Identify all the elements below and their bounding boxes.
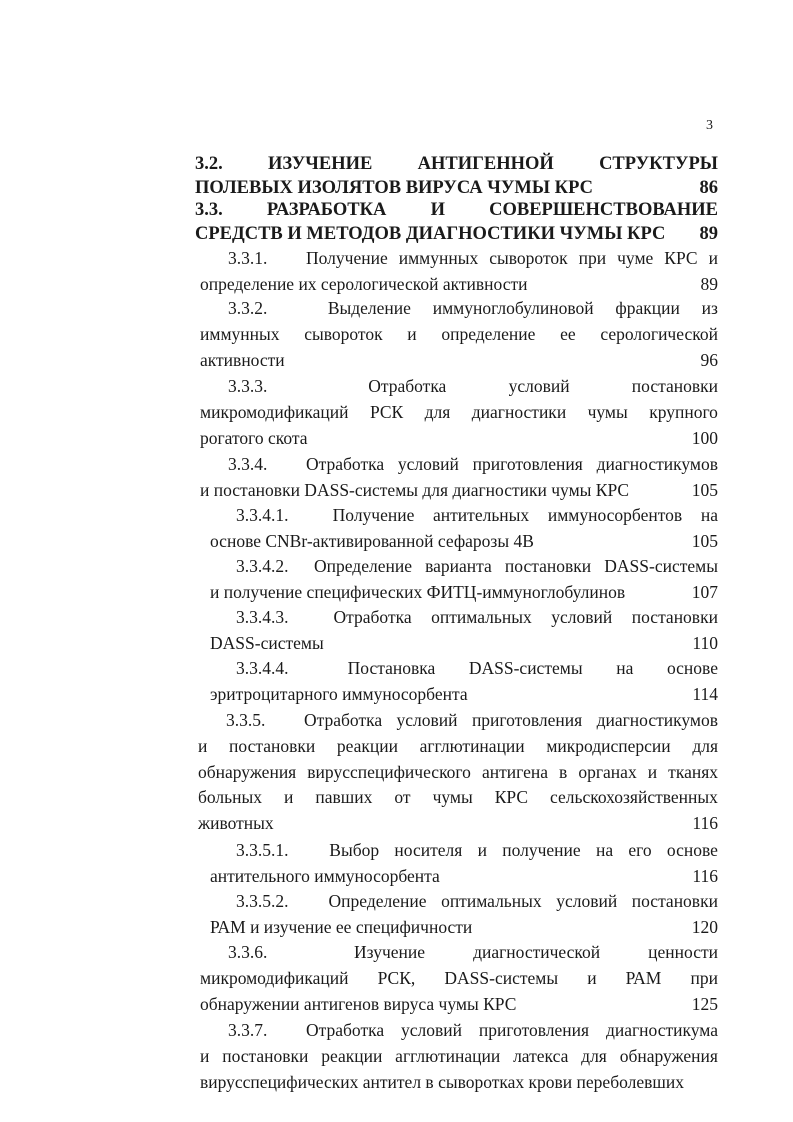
toc-entry-word: и [200, 1045, 210, 1066]
toc-entry [210, 605, 718, 657]
toc-entry-word: из [701, 298, 718, 318]
toc-entry-word: и [198, 735, 208, 756]
toc-heading [195, 198, 718, 246]
toc-entry-page-number: 125 [691, 993, 718, 1014]
heading-line [195, 198, 718, 222]
toc-entry-word: микромодификаций [200, 967, 349, 988]
toc-entry [210, 656, 718, 708]
toc-entry-word: от [394, 787, 411, 808]
heading-page-number: 86 [699, 178, 718, 198]
toc-entry-word: Выделение [327, 298, 411, 318]
toc-entry [200, 374, 718, 451]
heading-word: АНТИГЕННОЙ [417, 154, 554, 174]
toc-entry-word: крупного [649, 401, 718, 422]
heading-line [195, 152, 718, 176]
toc-entry-word: Изучение [354, 942, 426, 962]
toc-entry [200, 452, 718, 504]
toc-entry-word: для [692, 735, 718, 756]
toc-entry-number: 3.3.4. [228, 454, 268, 474]
toc-entry-line [200, 322, 718, 348]
toc-entry-word: оптимальных [441, 891, 542, 911]
toc-entry-line [198, 785, 718, 811]
toc-entry-word: обнаружения [619, 1045, 718, 1066]
toc-entry [200, 296, 718, 373]
toc-entry-word: носителя [394, 840, 463, 860]
toc-entry-word: сывороток [304, 323, 383, 344]
toc-entry-number: 3.3.2. [228, 298, 268, 318]
toc-entry-word: реакции [336, 735, 398, 756]
toc-entry-word: РАМ [625, 967, 662, 988]
toc-entry [210, 503, 718, 555]
toc-entry-word: антительных [433, 505, 530, 525]
toc-entry-line [200, 940, 718, 966]
toc-entry-line [198, 760, 718, 786]
toc-entry-word: и [477, 840, 487, 860]
toc-entry-number: 3.3.4.1. [236, 505, 289, 525]
toc-entry-text: Получение иммунных сывороток при чуме КРС и [306, 248, 718, 268]
toc-entry-word: иммуноглобулиновой [432, 298, 594, 318]
toc-entry-word: Отработка [333, 607, 412, 627]
toc-entry-word: постановки [631, 376, 718, 396]
toc-entry-text: Определение варианта постановки DASS-системы [314, 556, 718, 576]
toc-entry-word: DASS-системы [444, 967, 559, 988]
toc-entry-number: 3.3.1. [228, 248, 268, 268]
toc-entry-word: Определение [328, 891, 427, 911]
toc-entry-word: на [700, 505, 718, 525]
toc-entry-word: Постановка [347, 658, 436, 678]
toc-entry-word: условий [551, 607, 613, 627]
toc-entry-page-number: 89 [700, 273, 718, 294]
toc-entry-word: больных [198, 787, 263, 808]
toc-entry [200, 940, 718, 1017]
toc-entry-line [210, 580, 718, 606]
heading-title: ПОЛЕВЫХ ИЗОЛЯТОВ ВИРУСА ЧУМЫ КРС [195, 178, 593, 198]
toc-entry-word: его [628, 840, 652, 860]
toc-entry-word: на [616, 658, 634, 678]
toc-entry-word: основе [666, 840, 718, 860]
toc-entry-line [200, 1018, 718, 1044]
heading-line [195, 176, 718, 200]
toc-entry-word: и [407, 323, 417, 344]
toc-entry-number: 3.3.5.1. [236, 840, 289, 860]
toc-entry-word: и постановки DASS-системы для диагностики чумы КРС [200, 479, 630, 500]
toc-entry-line [200, 966, 718, 992]
toc-entry-number: 3.3.6. [228, 942, 268, 962]
toc-entry [210, 889, 718, 941]
toc-entry-number: 3.3.3. [228, 376, 268, 396]
toc-entry-page-number: 105 [691, 479, 718, 500]
toc-entry-word: для [424, 401, 451, 422]
toc-entry-line [210, 605, 718, 631]
toc-entry-word: условий [508, 376, 570, 396]
toc-entry-word: сельскохозяйственных [550, 787, 718, 808]
toc-entry [210, 554, 718, 606]
heading-word: ИЗУЧЕНИЕ [268, 154, 373, 174]
toc-heading [195, 152, 718, 200]
toc-entry-word: на [595, 840, 614, 860]
toc-entry-word: иммунных [200, 323, 280, 344]
toc-entry-word: вирусспецифических антител в сыворотках крови переболевших [200, 1071, 684, 1092]
toc-entry-word: получение [502, 840, 581, 860]
toc-entry-word: DASS-системы [468, 658, 583, 678]
toc-entry-line [210, 864, 718, 890]
toc-entry-line [198, 708, 718, 734]
toc-entry-text: Отработка условий приготовления диагностикума [306, 1020, 718, 1040]
toc-entry-number: 3.3.7. [228, 1020, 268, 1040]
toc-entry-page-number: 116 [692, 813, 718, 834]
heading-word: И [430, 200, 445, 220]
heading-word: РАЗРАБОТКА [266, 200, 387, 220]
toc-entry-page-number: 120 [691, 916, 718, 937]
heading-word: СТРУКТУРЫ [599, 154, 718, 174]
toc-entry-line [210, 554, 718, 580]
toc-entry-word: РАМ и изучение ее специфичности [210, 916, 473, 937]
toc-entry-word: павших [315, 787, 373, 808]
toc-entry-word: Получение [332, 505, 415, 525]
toc-entry-word: определение их серологической активности [200, 273, 528, 294]
toc-entry-word: активности [200, 349, 285, 370]
toc-entry-word: РСК, [377, 967, 416, 988]
toc-entry-text: Отработка условий приготовления диагностикумов [304, 710, 718, 730]
toc-entry-line [210, 656, 718, 682]
toc-entry-word: постановки [229, 735, 316, 756]
heading-page-number: 89 [699, 224, 718, 244]
toc-entry-word: Выбор [329, 840, 380, 860]
toc-entry-number: 3.3.5.2. [236, 891, 289, 911]
heading-word: СОВЕРШЕНСТВОВАНИЕ [489, 200, 718, 220]
toc-entry-word: животных [198, 813, 274, 834]
toc-entry-word: антительного иммуносорбента [210, 865, 440, 886]
toc-entry-line [210, 529, 718, 555]
toc-entry-line [210, 889, 718, 915]
heading-word: 3.2. [195, 154, 223, 174]
toc-entry-number: 3.3.4.2. [236, 556, 289, 576]
toc-entry-word: РСК [369, 401, 404, 422]
toc-entry-line [210, 838, 718, 864]
toc-entry-number: 3.3.5. [226, 710, 266, 730]
toc-entry-line [198, 811, 718, 837]
toc-entry-line [200, 426, 718, 452]
toc-entry-line [210, 682, 718, 708]
toc-entry-word: чумы [432, 787, 473, 808]
toc-entry [200, 1018, 718, 1095]
toc-entry [200, 246, 718, 298]
toc-entry-line [200, 478, 718, 504]
toc-entry-word: для [581, 1045, 607, 1066]
toc-entry-word: Отработка [368, 376, 447, 396]
toc-entry-line [198, 734, 718, 760]
toc-entry-word: и [284, 787, 294, 808]
toc-entry-number: 3.3.4.3. [236, 607, 289, 627]
toc-entry-word: латекса [513, 1045, 569, 1066]
toc-entry-word: при [690, 967, 718, 988]
toc-entry-word: оптимальных [431, 607, 532, 627]
toc-entry-line [200, 246, 718, 272]
toc-entry [198, 708, 718, 837]
toc-entry [210, 838, 718, 890]
toc-entry-word: ее [560, 323, 576, 344]
toc-entry-word: микродисперсии [546, 735, 671, 756]
toc-entry-line [200, 452, 718, 478]
toc-entry-line [200, 1070, 718, 1096]
toc-entry-line [200, 272, 718, 298]
toc-entry-page-number: 96 [700, 349, 718, 370]
toc-entry-word: фракции [615, 298, 680, 318]
toc-entry-word: определение [441, 323, 536, 344]
toc-entry-word: серологической [600, 323, 718, 344]
toc-entry-word: обнаружении антигенов вируса чумы КРС [200, 993, 517, 1014]
toc-entry-text: обнаружения вирусспецифического антигена в органах и тканях [198, 761, 718, 782]
heading-word: 3.3. [195, 200, 223, 220]
toc-entry-page-number: 110 [692, 632, 718, 653]
toc-entry-page-number: 116 [692, 865, 718, 886]
toc-entry-line [200, 348, 718, 374]
toc-entry-word: агглютинации [395, 1045, 501, 1066]
heading-title: СРЕДСТВ И МЕТОДОВ ДИАГНОСТИКИ ЧУМЫ КРС [195, 224, 666, 244]
toc-entry-line [210, 915, 718, 941]
toc-entry-word: реакции [321, 1045, 383, 1066]
heading-line [195, 222, 718, 246]
toc-entry-page-number: 105 [691, 530, 718, 551]
toc-entry-line [200, 992, 718, 1018]
toc-entry-text: Отработка условий приготовления диагностикумов [306, 454, 718, 474]
toc-entry-page-number: 100 [691, 427, 718, 448]
toc-entry-line [200, 400, 718, 426]
toc-entry-line [200, 1044, 718, 1070]
toc-entry-word: диагностической [473, 942, 601, 962]
toc-entry-word: и получение специфических ФИТЦ-иммуноглобулинов [210, 581, 626, 602]
toc-entry-line [210, 631, 718, 657]
toc-entry-word: DASS-системы [210, 632, 324, 653]
toc-entry-word: эритроцитарного иммуносорбента [210, 683, 468, 704]
toc-entry-word: постановки [631, 891, 718, 911]
toc-entry-word: основе CNBr-активированной сефарозы 4В [210, 530, 534, 551]
toc-entry-line [200, 374, 718, 400]
toc-entry-word: диагностики [471, 401, 567, 422]
toc-entry-word: чумы [587, 401, 628, 422]
toc-entry-word: иммуносорбентов [547, 505, 683, 525]
toc-entry-number: 3.3.4.4. [236, 658, 289, 678]
page-number: 3 [706, 118, 713, 133]
toc-entry-word: постановки [631, 607, 718, 627]
toc-entry-word: основе [666, 658, 718, 678]
toc-entry-page-number: 107 [691, 581, 718, 602]
toc-entry-word: КРС [494, 787, 529, 808]
toc-entry-line [200, 296, 718, 322]
toc-entry-word: агглютинации [419, 735, 525, 756]
toc-entry-page-number: 114 [692, 683, 718, 704]
toc-entry-word: условий [556, 891, 618, 911]
toc-entry-word: микромодификаций [200, 401, 349, 422]
toc-entry-word: и [587, 967, 597, 988]
toc-entry-word: рогатого скота [200, 427, 308, 448]
toc-entry-line [210, 503, 718, 529]
toc-entry-word: постановки [222, 1045, 309, 1066]
toc-entry-word: ценности [648, 942, 718, 962]
